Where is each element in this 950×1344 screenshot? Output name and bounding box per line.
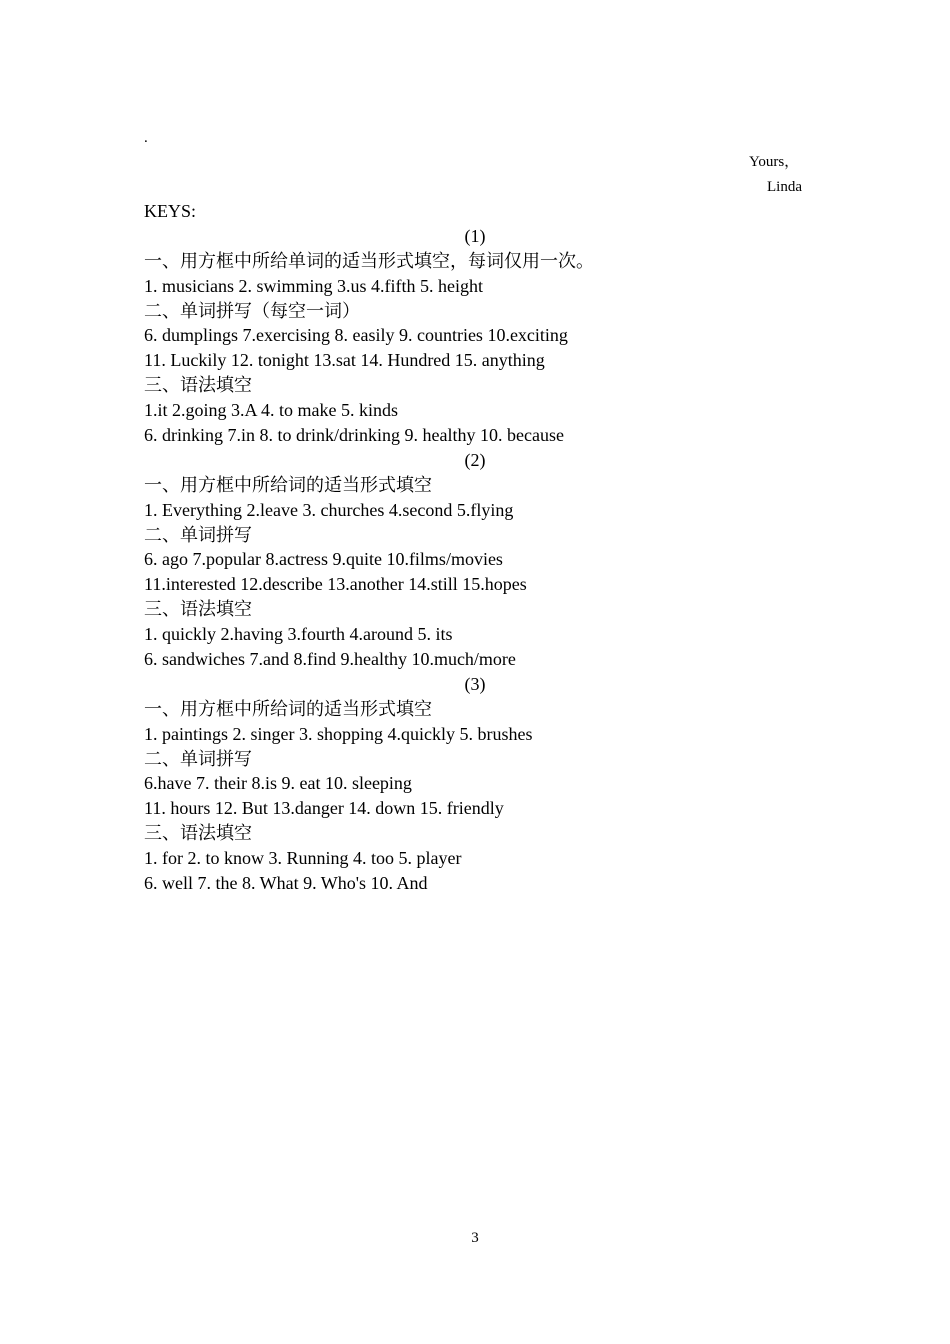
- section-heading: 二、单词拼写（每空一词）: [144, 300, 360, 321]
- letter-closing: Yours，: [749, 154, 800, 170]
- answer-line: 6. ago 7.popular 8.actress 9.quite 10.films/movies: [144, 549, 503, 570]
- section-heading: 三、语法填空: [144, 375, 252, 396]
- answer-line: 6. drinking 7.in 8. to drink/drinking 9. healthy 10. because: [144, 425, 564, 446]
- letter-signer: Linda: [767, 179, 802, 195]
- answer-line: 11. Luckily 12. tonight 13.sat 14. Hundred 15. anything: [144, 350, 545, 371]
- answer-line: 6. dumplings 7.exercising 8. easily 9. countries 10.exciting: [144, 325, 568, 346]
- section-heading: 三、语法填空: [144, 599, 252, 620]
- part-label: (1): [464, 225, 486, 246]
- answer-line: 1. paintings 2. singer 3. shopping 4.quickly 5. brushes: [144, 723, 533, 744]
- section-heading: 三、语法填空: [144, 823, 252, 844]
- answer-line: 1. musicians 2. swimming 3.us 4.fifth 5. height: [144, 275, 483, 296]
- section-heading: 一、用方框中所给单词的适当形式填空，每词仅用一次。: [144, 250, 594, 271]
- part-label: (3): [464, 673, 486, 694]
- section-heading: 一、用方框中所给词的适当形式填空: [144, 698, 432, 719]
- stray-dot: .: [144, 130, 148, 146]
- answer-line: 1. Everything 2.leave 3. churches 4.second 5.flying: [144, 499, 514, 520]
- answer-line: 6. sandwiches 7.and 8.find 9.healthy 10.much/more: [144, 649, 516, 670]
- section-heading: 二、单词拼写: [144, 748, 252, 769]
- answer-line: 1. for 2. to know 3. Running 4. too 5. player: [144, 848, 462, 869]
- answer-line: 1. quickly 2.having 3.fourth 4.around 5. its: [144, 624, 453, 645]
- page-number: 3: [471, 1230, 479, 1246]
- part-label: (2): [464, 449, 486, 470]
- answer-line: 6.have 7. their 8.is 9. eat 10. sleeping: [144, 773, 412, 794]
- section-heading: 二、单词拼写: [144, 524, 252, 545]
- answer-keys: [144, 199, 806, 896]
- section-heading: 一、用方框中所给词的适当形式填空: [144, 474, 432, 495]
- keys-title: KEYS:: [144, 201, 197, 221]
- answer-line: 11. hours 12. But 13.danger 14. down 15. friendly: [144, 798, 504, 819]
- answer-line: 11.interested 12.describe 13.another 14.still 15.hopes: [144, 574, 527, 595]
- answer-line: 6. well 7. the 8. What 9. Who's 10. And: [144, 873, 428, 894]
- answer-line: 1.it 2.going 3.A 4. to make 5. kinds: [144, 400, 398, 421]
